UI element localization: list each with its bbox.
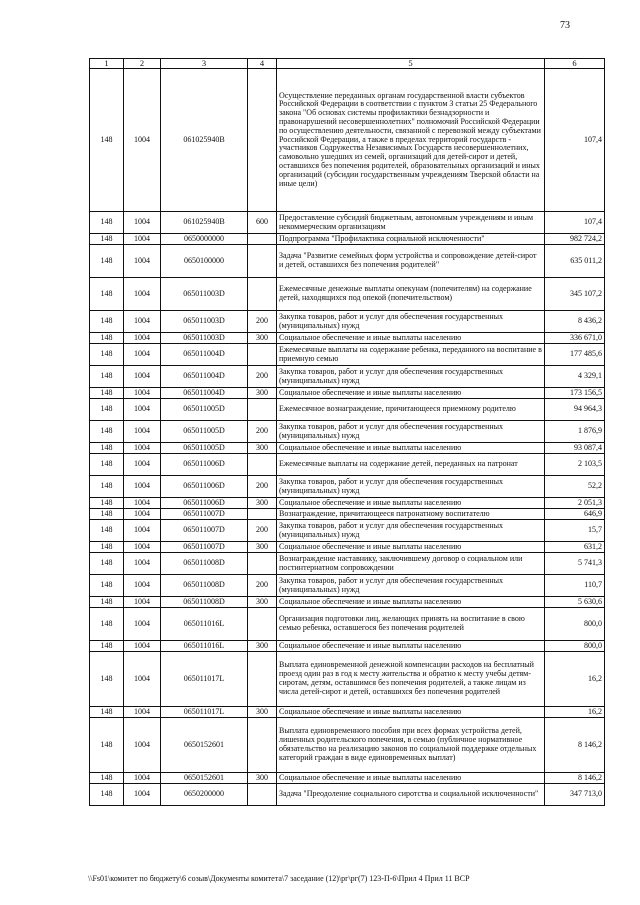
cell-budget-code: 148 xyxy=(90,454,124,476)
cell-budget-code: 148 xyxy=(90,311,124,333)
cell-section-code: 1004 xyxy=(124,443,161,454)
cell-section-code: 1004 xyxy=(124,311,161,333)
table-row xyxy=(90,278,605,311)
cell-target-article: 0650000000 xyxy=(161,234,248,245)
cell-description: Ежемесячные выплаты на содержание ребенка, переданного на воспитание в приемную семью xyxy=(277,344,545,366)
cell-expense-type: 300 xyxy=(248,498,277,509)
cell-amount: 4 329,1 xyxy=(545,366,605,388)
table-row xyxy=(90,608,605,641)
cell-expense-type xyxy=(248,245,277,278)
cell-amount: 16,2 xyxy=(545,707,605,718)
header-row xyxy=(90,59,605,69)
cell-amount: 347 713,0 xyxy=(545,784,605,806)
table-row xyxy=(90,597,605,608)
cell-target-article: 065011006D xyxy=(161,476,248,498)
cell-description: Закупка товаров, работ и услуг для обеспечения государственных (муниципальных) нужд xyxy=(277,575,545,597)
cell-description: Социальное обеспечение и иные выплаты населению xyxy=(277,333,545,344)
cell-expense-type: 300 xyxy=(248,443,277,454)
cell-amount: 107,4 xyxy=(545,69,605,212)
table-row xyxy=(90,443,605,454)
cell-description: Социальное обеспечение и иные выплаты населению xyxy=(277,707,545,718)
cell-expense-type xyxy=(248,718,277,773)
cell-target-article: 061025940B xyxy=(161,69,248,212)
cell-amount: 336 671,0 xyxy=(545,333,605,344)
table-row xyxy=(90,245,605,278)
cell-description: Социальное обеспечение и иные выплаты населению xyxy=(277,641,545,652)
table-row xyxy=(90,69,605,212)
table-row xyxy=(90,520,605,542)
cell-expense-type: 300 xyxy=(248,773,277,784)
cell-expense-type xyxy=(248,652,277,707)
cell-description: Предоставление субсидий бюджетным, автономным учреждениям и иным некоммерческим организациям xyxy=(277,212,545,234)
cell-target-article: 065011007D xyxy=(161,520,248,542)
cell-section-code: 1004 xyxy=(124,707,161,718)
column-header: 1 xyxy=(90,59,124,69)
cell-amount: 8 146,2 xyxy=(545,773,605,784)
cell-budget-code: 148 xyxy=(90,553,124,575)
cell-target-article: 065011005D xyxy=(161,421,248,443)
cell-target-article: 065011004D xyxy=(161,344,248,366)
cell-description: Ежемесячные выплаты на содержание детей, переданных на патронат xyxy=(277,454,545,476)
cell-target-article: 0650152601 xyxy=(161,718,248,773)
table-row xyxy=(90,454,605,476)
cell-budget-code: 148 xyxy=(90,597,124,608)
cell-budget-code: 148 xyxy=(90,718,124,773)
cell-description: Выплата единовременной денежной компенсации расходов на бесплатный проезд один раз в год к месту жительства и обратно к месту учебы детям-сиротам, детям, оставшимся без попечения родителей, а также лицам из числа детей-сирот и детей, оставшихся без попечения родителей xyxy=(277,652,545,707)
cell-budget-code: 148 xyxy=(90,542,124,553)
cell-description: Вознаграждение наставнику, заключившему договор о социальном или постинтернатном сопровождении xyxy=(277,553,545,575)
cell-expense-type xyxy=(248,344,277,366)
cell-expense-type: 200 xyxy=(248,366,277,388)
cell-description: Организация подготовки лиц, желающих принять на воспитание в свою семью ребенка, оставшегося без попечения родителей xyxy=(277,608,545,641)
table-row xyxy=(90,542,605,553)
table-row xyxy=(90,575,605,597)
cell-target-article: 065011005D xyxy=(161,399,248,421)
table-row xyxy=(90,773,605,784)
cell-budget-code: 148 xyxy=(90,245,124,278)
cell-amount: 5 630,6 xyxy=(545,597,605,608)
cell-budget-code: 148 xyxy=(90,234,124,245)
cell-amount: 107,4 xyxy=(545,212,605,234)
cell-expense-type: 600 xyxy=(248,212,277,234)
cell-description: Подпрограмма "Профилактика социальной исключенности" xyxy=(277,234,545,245)
cell-amount: 345 107,2 xyxy=(545,278,605,311)
table-row xyxy=(90,476,605,498)
cell-budget-code: 148 xyxy=(90,784,124,806)
table-row xyxy=(90,718,605,773)
cell-target-article: 061025940B xyxy=(161,212,248,234)
cell-amount: 52,2 xyxy=(545,476,605,498)
cell-target-article: 065011007D xyxy=(161,542,248,553)
cell-expense-type: 300 xyxy=(248,542,277,553)
cell-expense-type: 300 xyxy=(248,597,277,608)
cell-section-code: 1004 xyxy=(124,773,161,784)
cell-section-code: 1004 xyxy=(124,454,161,476)
cell-section-code: 1004 xyxy=(124,641,161,652)
cell-amount: 16,2 xyxy=(545,652,605,707)
cell-section-code: 1004 xyxy=(124,509,161,520)
budget-table xyxy=(89,58,605,806)
cell-section-code: 1004 xyxy=(124,498,161,509)
cell-amount: 110,7 xyxy=(545,575,605,597)
cell-amount: 631,2 xyxy=(545,542,605,553)
cell-section-code: 1004 xyxy=(124,542,161,553)
column-header: 6 xyxy=(545,59,605,69)
cell-expense-type xyxy=(248,509,277,520)
cell-section-code: 1004 xyxy=(124,553,161,575)
cell-budget-code: 148 xyxy=(90,509,124,520)
cell-amount: 8 146,2 xyxy=(545,718,605,773)
table-row xyxy=(90,234,605,245)
cell-section-code: 1004 xyxy=(124,212,161,234)
page-number: 73 xyxy=(560,20,570,31)
column-header: 4 xyxy=(248,59,277,69)
cell-amount: 8 436,2 xyxy=(545,311,605,333)
cell-amount: 93 087,4 xyxy=(545,443,605,454)
cell-description: Социальное обеспечение и иные выплаты населению xyxy=(277,542,545,553)
cell-amount: 2 051,3 xyxy=(545,498,605,509)
cell-description: Задача "Преодоление социального сиротства и социальной исключенности" xyxy=(277,784,545,806)
cell-target-article: 065011008D xyxy=(161,553,248,575)
cell-target-article: 0650152601 xyxy=(161,773,248,784)
cell-description: Задача "Развитие семейных форм устройства и сопровождение детей-сирот и детей, оставшихся без попечения родителей" xyxy=(277,245,545,278)
cell-section-code: 1004 xyxy=(124,69,161,212)
cell-expense-type xyxy=(248,608,277,641)
cell-budget-code: 148 xyxy=(90,773,124,784)
cell-expense-type: 200 xyxy=(248,311,277,333)
table-row xyxy=(90,344,605,366)
cell-description: Ежемесячное вознаграждение, причитающееся приемному родителю xyxy=(277,399,545,421)
cell-section-code: 1004 xyxy=(124,388,161,399)
cell-budget-code: 148 xyxy=(90,212,124,234)
cell-target-article: 065011004D xyxy=(161,388,248,399)
cell-description: Закупка товаров, работ и услуг для обеспечения государственных (муниципальных) нужд xyxy=(277,476,545,498)
cell-budget-code: 148 xyxy=(90,69,124,212)
cell-description: Закупка товаров, работ и услуг для обеспечения государственных (муниципальных) нужд xyxy=(277,311,545,333)
cell-target-article: 065011016L xyxy=(161,608,248,641)
cell-section-code: 1004 xyxy=(124,784,161,806)
cell-expense-type: 200 xyxy=(248,476,277,498)
table-row xyxy=(90,652,605,707)
cell-target-article: 0650200000 xyxy=(161,784,248,806)
cell-target-article: 065011003D xyxy=(161,278,248,311)
cell-budget-code: 148 xyxy=(90,421,124,443)
cell-section-code: 1004 xyxy=(124,718,161,773)
column-header: 3 xyxy=(161,59,248,69)
cell-budget-code: 148 xyxy=(90,399,124,421)
table-row xyxy=(90,553,605,575)
cell-description: Закупка товаров, работ и услуг для обеспечения государственных (муниципальных) нужд xyxy=(277,520,545,542)
cell-budget-code: 148 xyxy=(90,652,124,707)
cell-expense-type: 300 xyxy=(248,333,277,344)
cell-expense-type xyxy=(248,278,277,311)
cell-target-article: 065011008D xyxy=(161,597,248,608)
cell-section-code: 1004 xyxy=(124,344,161,366)
cell-section-code: 1004 xyxy=(124,333,161,344)
table-row xyxy=(90,784,605,806)
table-row xyxy=(90,707,605,718)
table-row xyxy=(90,421,605,443)
file-path-footer: \\Fs01\комитет по бюджету\6 созыв\Документы комитета\7 заседание (12)\рг\рг(7) 123-П-6\Прил 4 Прил 11 ВСР xyxy=(88,874,470,883)
cell-section-code: 1004 xyxy=(124,597,161,608)
cell-description: Выплата единовременного пособия при всех формах устройства детей, лишенных родительского попечения, в семью (публичное нормативное обязательство на реализацию законов по социальной поддержке отдельных категорий граждан в виде единовременных выплат) xyxy=(277,718,545,773)
table-row xyxy=(90,399,605,421)
cell-budget-code: 148 xyxy=(90,575,124,597)
cell-expense-type: 300 xyxy=(248,707,277,718)
cell-target-article: 065011017L xyxy=(161,652,248,707)
cell-target-article: 065011017L xyxy=(161,707,248,718)
cell-section-code: 1004 xyxy=(124,421,161,443)
table-body xyxy=(90,69,605,806)
table-row xyxy=(90,509,605,520)
cell-section-code: 1004 xyxy=(124,245,161,278)
cell-target-article: 0650100000 xyxy=(161,245,248,278)
cell-expense-type xyxy=(248,454,277,476)
cell-description: Социальное обеспечение и иные выплаты населению xyxy=(277,597,545,608)
table-row xyxy=(90,498,605,509)
cell-description: Вознаграждение, причитающееся патронатному воспитателю xyxy=(277,509,545,520)
cell-expense-type: 200 xyxy=(248,421,277,443)
cell-budget-code: 148 xyxy=(90,366,124,388)
cell-target-article: 065011008D xyxy=(161,575,248,597)
cell-amount: 2 103,5 xyxy=(545,454,605,476)
cell-amount: 15,7 xyxy=(545,520,605,542)
cell-section-code: 1004 xyxy=(124,575,161,597)
cell-target-article: 065011003D xyxy=(161,311,248,333)
cell-description: Социальное обеспечение и иные выплаты населению xyxy=(277,773,545,784)
cell-expense-type xyxy=(248,553,277,575)
cell-budget-code: 148 xyxy=(90,608,124,641)
table-row xyxy=(90,212,605,234)
cell-section-code: 1004 xyxy=(124,652,161,707)
column-header: 2 xyxy=(124,59,161,69)
cell-section-code: 1004 xyxy=(124,520,161,542)
cell-section-code: 1004 xyxy=(124,366,161,388)
table-row xyxy=(90,366,605,388)
cell-amount: 646,9 xyxy=(545,509,605,520)
cell-expense-type xyxy=(248,784,277,806)
cell-section-code: 1004 xyxy=(124,476,161,498)
cell-amount: 635 011,2 xyxy=(545,245,605,278)
cell-expense-type: 200 xyxy=(248,575,277,597)
cell-description: Закупка товаров, работ и услуг для обеспечения государственных (муниципальных) нужд xyxy=(277,421,545,443)
table-row xyxy=(90,311,605,333)
table-row xyxy=(90,641,605,652)
cell-budget-code: 148 xyxy=(90,333,124,344)
cell-amount: 1 876,9 xyxy=(545,421,605,443)
cell-budget-code: 148 xyxy=(90,520,124,542)
cell-expense-type: 200 xyxy=(248,520,277,542)
cell-budget-code: 148 xyxy=(90,641,124,652)
cell-budget-code: 148 xyxy=(90,476,124,498)
cell-amount: 982 724,2 xyxy=(545,234,605,245)
cell-target-article: 065011005D xyxy=(161,443,248,454)
cell-section-code: 1004 xyxy=(124,608,161,641)
table-row xyxy=(90,388,605,399)
cell-amount: 800,0 xyxy=(545,641,605,652)
cell-budget-code: 148 xyxy=(90,344,124,366)
cell-description: Ежемесячные денежные выплаты опекунам (попечителям) на содержание детей, находящихся под опекой (попечительством) xyxy=(277,278,545,311)
cell-target-article: 065011004D xyxy=(161,366,248,388)
cell-target-article: 065011016L xyxy=(161,641,248,652)
cell-expense-type: 300 xyxy=(248,641,277,652)
cell-amount: 94 964,3 xyxy=(545,399,605,421)
cell-amount: 177 485,6 xyxy=(545,344,605,366)
column-header: 5 xyxy=(277,59,545,69)
cell-amount: 173 156,5 xyxy=(545,388,605,399)
cell-budget-code: 148 xyxy=(90,388,124,399)
cell-amount: 5 741,3 xyxy=(545,553,605,575)
cell-budget-code: 148 xyxy=(90,278,124,311)
cell-section-code: 1004 xyxy=(124,399,161,421)
cell-budget-code: 148 xyxy=(90,707,124,718)
cell-target-article: 065011003D xyxy=(161,333,248,344)
cell-expense-type xyxy=(248,69,277,212)
cell-description: Закупка товаров, работ и услуг для обеспечения государственных (муниципальных) нужд xyxy=(277,366,545,388)
cell-amount: 800,0 xyxy=(545,608,605,641)
cell-target-article: 065011006D xyxy=(161,498,248,509)
table-row xyxy=(90,333,605,344)
cell-target-article: 065011006D xyxy=(161,454,248,476)
cell-expense-type: 300 xyxy=(248,388,277,399)
cell-budget-code: 148 xyxy=(90,498,124,509)
cell-description: Социальное обеспечение и иные выплаты населению xyxy=(277,388,545,399)
cell-target-article: 065011007D xyxy=(161,509,248,520)
cell-expense-type xyxy=(248,234,277,245)
cell-section-code: 1004 xyxy=(124,234,161,245)
cell-description: Социальное обеспечение и иные выплаты населению xyxy=(277,498,545,509)
cell-description: Социальное обеспечение и иные выплаты населению xyxy=(277,443,545,454)
cell-budget-code: 148 xyxy=(90,443,124,454)
cell-description: Осуществление переданных органам государственной власти субъектов Российской Федерации в соответствии с пунктом 3 статьи 25 Федерального закона "Об основах системы профилактики безнадзорности и правонарушений несовершеннолетних" полномочий Российской Федерации по осуществлению деятельности, связанной с перевозкой между субъектами Российской Федерации, а также в пределах территорий государств - участников Содружества Независимых Государств несовершеннолетних, самовольно ушедших из семей, организаций для детей-сирот и детей, оставшихся без попечения родителей, образовательных организаций и иных организаций (субсидии государственным учреждениям Тверской области на иные цели) xyxy=(277,69,545,212)
cell-section-code: 1004 xyxy=(124,278,161,311)
cell-expense-type xyxy=(248,399,277,421)
